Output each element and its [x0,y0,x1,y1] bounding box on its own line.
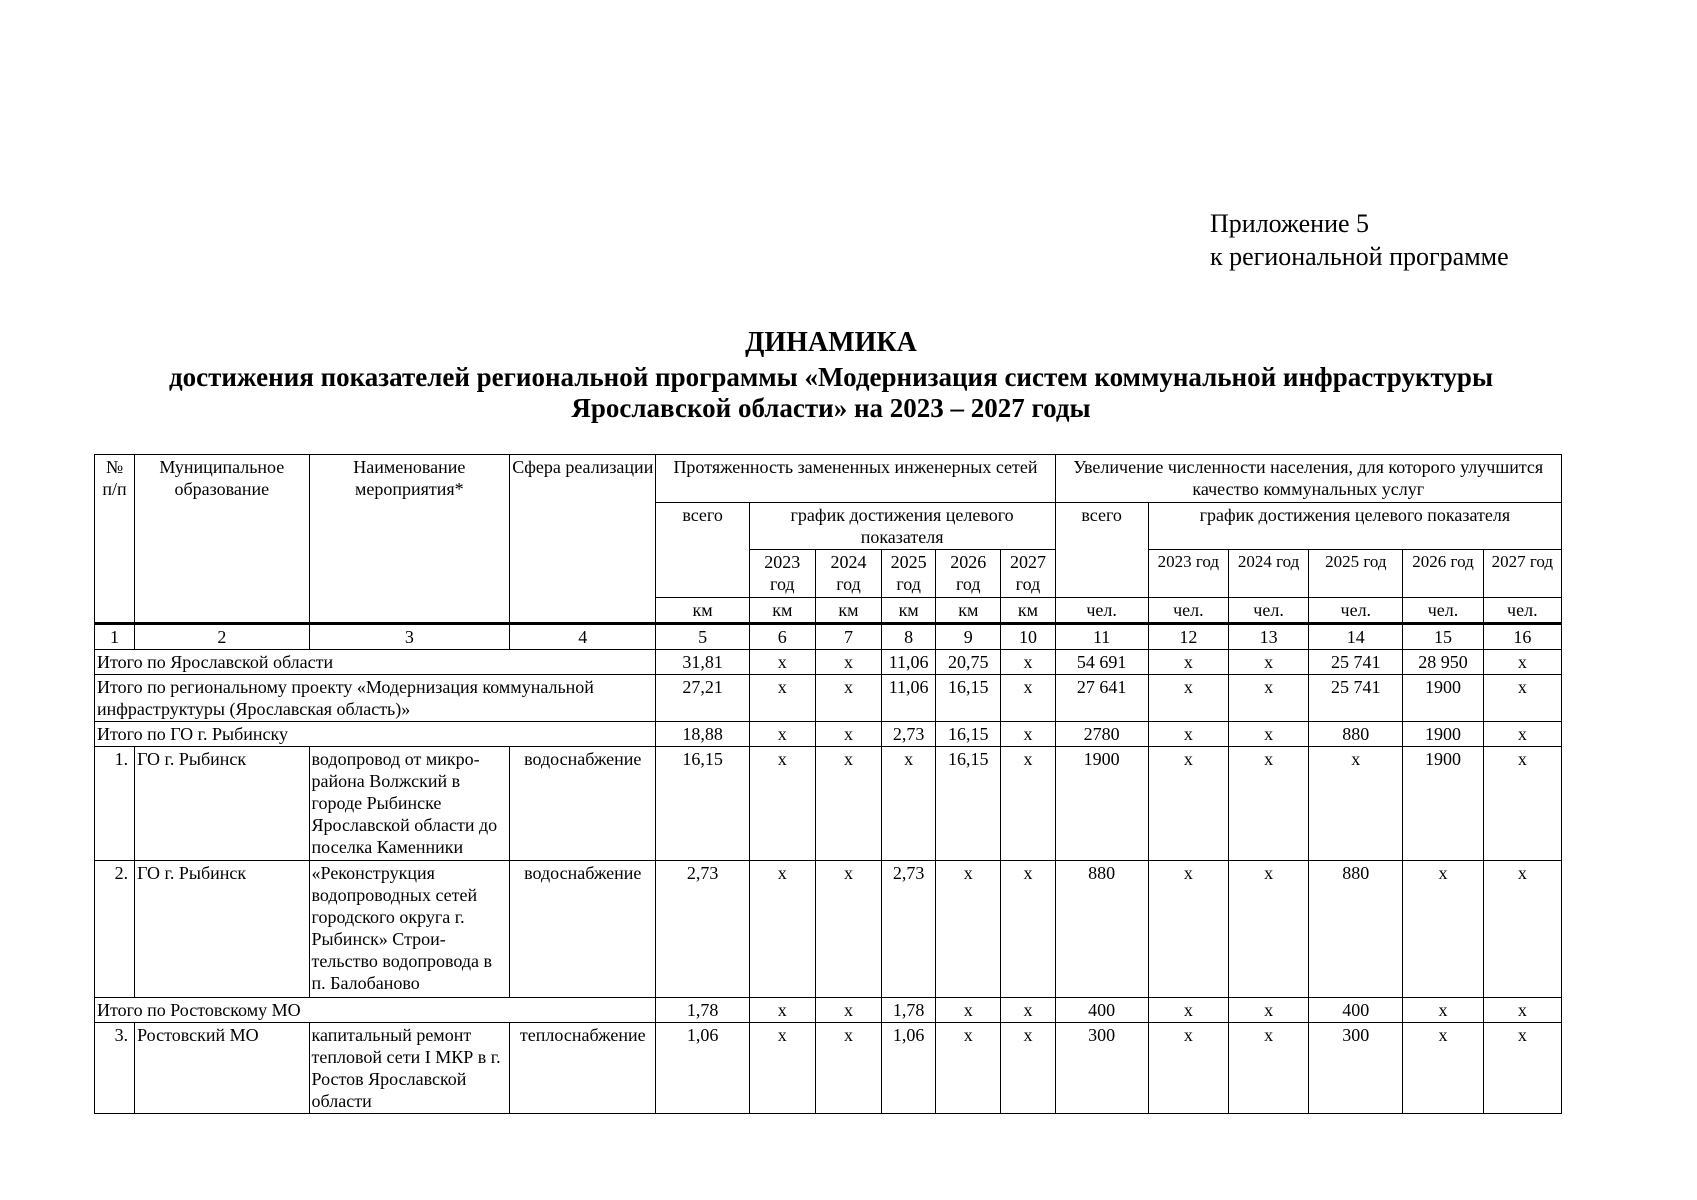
summary-value: х [749,722,815,747]
summary-value: х [1148,650,1228,675]
row-value: х [815,747,881,861]
summary-row-region [95,650,1562,675]
row-value: 1900 [1403,747,1483,861]
header-num: № п/п [95,455,135,624]
unit-km: км [749,598,815,624]
document-subtitle-line-2: Ярославской области» на 2023 – 2027 годы [571,393,1091,423]
row-sphere: водоснабжение [510,861,656,998]
row-value: х [749,861,815,998]
table-row [95,1023,1562,1114]
header-year-population: 2025 год [1309,550,1403,598]
summary-value: х [1001,650,1055,675]
row-value: х [1483,747,1561,861]
summary-label: Итого по ГО г. Рыбинску [95,722,656,747]
column-number: 15 [1403,624,1483,650]
row-value: х [1001,747,1055,861]
summary-value: х [1228,998,1308,1023]
row-value: х [1148,747,1228,861]
summary-value: х [1001,998,1055,1023]
summary-value: 27 641 [1055,675,1148,722]
row-value: 16,15 [656,747,749,861]
summary-row-rybinsk [95,722,1562,747]
summary-label: Итого по региональному проекту «Модернизация коммунальной инфраструктуры (Ярославская область)» [95,675,656,722]
header-networks-total: всего [656,503,749,598]
row-value: х [1228,1023,1308,1114]
summary-value: х [1483,722,1561,747]
unit-people: чел. [1055,598,1148,624]
row-event: «Реконструкция водопроводных сетей городского округа г. Рыбинск» Строи-тельство водопровода в п. Балобаново [309,861,510,998]
row-value: х [749,1023,815,1114]
header-municipality: Муниципальное образование [135,455,309,624]
column-number: 13 [1228,624,1308,650]
row-number: 1. [95,747,135,861]
summary-value: х [749,998,815,1023]
header-sphere: Сфера реализации [510,455,656,624]
row-municipality: ГО г. Рыбинск [135,747,309,861]
row-value: х [749,747,815,861]
row-value: 1,06 [656,1023,749,1114]
row-municipality: ГО г. Рыбинск [135,861,309,998]
summary-value: 11,06 [882,650,936,675]
column-number: 12 [1148,624,1228,650]
row-value: 1,06 [882,1023,936,1114]
column-number: 10 [1001,624,1055,650]
summary-value: х [1148,722,1228,747]
row-value: х [1403,861,1483,998]
row-value: х [1483,1023,1561,1114]
summary-value: х [815,675,881,722]
column-number: 9 [936,624,1001,650]
row-value: х [1228,747,1308,861]
header-year-population: 2023 год [1148,550,1228,598]
column-number: 4 [510,624,656,650]
row-value: х [936,861,1001,998]
row-sphere: водоснабжение [510,747,656,861]
summary-value: 1900 [1403,675,1483,722]
summary-row-project [95,675,1562,722]
summary-value: 16,15 [936,722,1001,747]
summary-value: х [1483,998,1561,1023]
header-year-networks: 2024 год [815,550,881,598]
row-event: водопровод от микро-района Волжский в городе Рыбинске Ярославской области до поселка Каменники [309,747,510,861]
unit-km: км [656,598,749,624]
document-subtitle-line-1: достижения показателей региональной программы «Модернизация систем коммунальной инфраструктуры [168,362,1494,392]
summary-row-rostov [95,998,1562,1023]
summary-value: х [1228,675,1308,722]
header-year-networks: 2027 год [1001,550,1055,598]
appendix-line-1: Приложение 5 [1210,209,1370,238]
unit-km: км [882,598,936,624]
header-year-population: 2026 год [1403,550,1483,598]
column-number: 11 [1055,624,1148,650]
summary-value: 25 741 [1309,650,1403,675]
row-value: х [815,861,881,998]
summary-value: х [1403,998,1483,1023]
summary-value: 400 [1309,998,1403,1023]
summary-value: 2780 [1055,722,1148,747]
header-population-total: всего [1055,503,1148,598]
unit-km: км [815,598,881,624]
row-number: 3. [95,1023,135,1114]
row-value: х [1148,1023,1228,1114]
header-year-networks: 2026 год [936,550,1001,598]
summary-value: 400 [1055,998,1148,1023]
row-event: капитальный ремонт тепловой сети I МКР в г. Ростов Ярославской области [309,1023,510,1114]
column-number: 3 [309,624,510,650]
header-event: Наименование мероприятия* [309,455,510,624]
summary-value: 25 741 [1309,675,1403,722]
summary-value: х [1483,650,1561,675]
header-row-1 [95,455,1562,503]
summary-value: 11,06 [882,675,936,722]
indicators-table [94,454,1562,1114]
column-number: 6 [749,624,815,650]
summary-value: х [1228,722,1308,747]
summary-value: 1,78 [882,998,936,1023]
summary-value: х [936,998,1001,1023]
summary-label: Итого по Ростовскому МО [95,998,656,1023]
row-sphere: теплоснабжение [510,1023,656,1114]
column-number: 16 [1483,624,1561,650]
column-number: 14 [1309,624,1403,650]
summary-value: 27,21 [656,675,749,722]
row-value: х [815,1023,881,1114]
document-title: ДИНАМИКА [745,327,917,358]
summary-value: 54 691 [1055,650,1148,675]
unit-km: км [936,598,1001,624]
header-population-schedule: график достижения целевого показателя [1148,503,1561,550]
summary-value: 31,81 [656,650,749,675]
row-value: х [882,747,936,861]
header-population-group: Увеличение численности населения, для которого улучшится качество коммунальных услуг [1055,455,1561,503]
summary-value: х [749,650,815,675]
summary-value: х [1148,675,1228,722]
unit-people: чел. [1309,598,1403,624]
row-value: 1900 [1055,747,1148,861]
row-value: х [1228,861,1308,998]
summary-value: х [815,722,881,747]
row-value: 300 [1309,1023,1403,1114]
row-value: х [1483,861,1561,998]
unit-people: чел. [1403,598,1483,624]
summary-value: 2,73 [882,722,936,747]
summary-value: 880 [1309,722,1403,747]
row-value: х [1148,861,1228,998]
summary-value: х [1001,675,1055,722]
row-value: 880 [1309,861,1403,998]
summary-value: 18,88 [656,722,749,747]
unit-people: чел. [1148,598,1228,624]
summary-value: х [815,650,881,675]
summary-value: 28 950 [1403,650,1483,675]
column-numbers-row [95,624,1562,650]
column-number: 5 [656,624,749,650]
summary-value: х [1148,998,1228,1023]
appendix-line-2: к региональной программе [1210,242,1509,271]
header-year-networks: 2023 год [749,550,815,598]
unit-people: чел. [1228,598,1308,624]
row-value: х [936,1023,1001,1114]
row-value: х [1403,1023,1483,1114]
appendix-note [1210,207,1509,273]
unit-people: чел. [1483,598,1561,624]
summary-label: Итого по Ярославской области [95,650,656,675]
row-value: 2,73 [882,861,936,998]
header-networks-group: Протяженность замененных инженерных сетей [656,455,1055,503]
row-value: х [1001,1023,1055,1114]
column-number: 8 [882,624,936,650]
row-number: 2. [95,861,135,998]
header-year-networks: 2025 год [882,550,936,598]
summary-value: х [1483,675,1561,722]
row-value: 880 [1055,861,1148,998]
row-value: 300 [1055,1023,1148,1114]
row-value: 2,73 [656,861,749,998]
header-year-population: 2024 год [1228,550,1308,598]
summary-value: 16,15 [936,675,1001,722]
summary-value: х [1001,722,1055,747]
header-year-population: 2027 год [1483,550,1561,598]
column-number: 2 [135,624,309,650]
unit-km: км [1001,598,1055,624]
column-number: 1 [95,624,135,650]
column-number: 7 [815,624,881,650]
table-row [95,747,1562,861]
row-value: х [1309,747,1403,861]
summary-value: х [1228,650,1308,675]
summary-value: х [749,675,815,722]
summary-value: 1,78 [656,998,749,1023]
summary-value: 1900 [1403,722,1483,747]
row-value: х [1001,861,1055,998]
summary-value: 20,75 [936,650,1001,675]
row-value: 16,15 [936,747,1001,861]
table-row [95,861,1562,998]
row-municipality: Ростовский МО [135,1023,309,1114]
header-networks-schedule: график достижения целевого показателя [749,503,1055,550]
summary-value: х [815,998,881,1023]
